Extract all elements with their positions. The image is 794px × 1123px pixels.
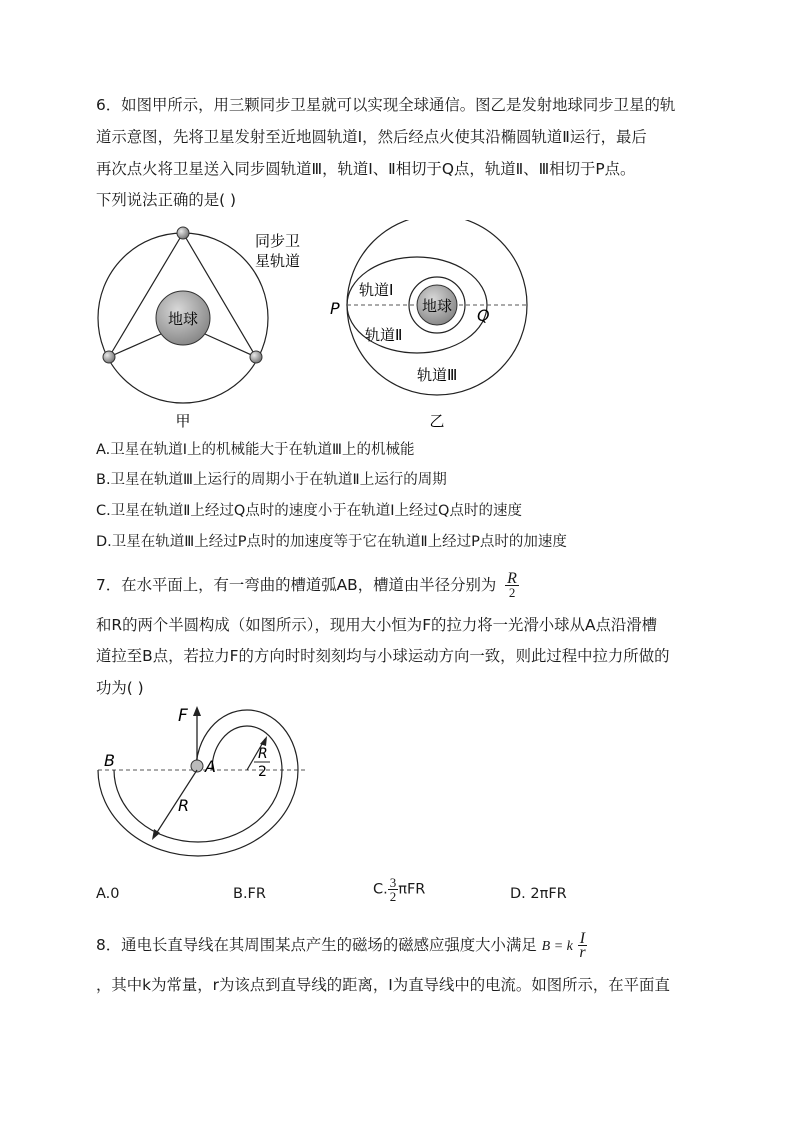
figure-jia [90, 220, 320, 439]
orbit2-label: 轨道Ⅱ [365, 326, 403, 344]
label-R: R [178, 796, 190, 815]
q7-option-b: B.FR [233, 886, 266, 902]
groove-large-inner [114, 770, 282, 842]
satellite-right [250, 351, 262, 363]
sync-orbit-label-2: 星轨道 [255, 252, 301, 270]
q8-line-1-text: 8．通电长直导线在其周围某点产生的磁场的磁感应强度大小满足 [96, 936, 537, 954]
q8-line-1 [96, 932, 587, 959]
label-B: B [104, 751, 115, 770]
q8-formula-fraction [578, 932, 587, 959]
orbit3-label: 轨道Ⅲ [417, 366, 458, 384]
satellite-top [177, 227, 189, 239]
groove-small-inner [212, 726, 282, 770]
figure-q7 [90, 700, 320, 869]
groove-large-outer [98, 770, 298, 856]
q7-frac-den: 2 [508, 585, 516, 600]
q7-line-4: 功为( ) [96, 679, 144, 697]
earth-yi-label: 地球 [421, 297, 453, 315]
sync-orbit-label-1: 同步卫 [255, 232, 301, 250]
q7-option-d: D. 2πFR [510, 886, 567, 902]
q6-option-a: A.卫星在轨道Ⅰ上的机械能大于在轨道Ⅲ上的机械能 [96, 442, 415, 458]
q6-line-1: 6．如图甲所示，用三颗同步卫星就可以实现全球通信。图乙是发射地球同步卫星的轨 [96, 96, 676, 114]
q7-line-2: 和R的两个半圆构成（如图所示），现用大小恒为F的拉力将一光滑小球从A点沿滑槽 [96, 616, 658, 634]
q6-option-d: D.卫星在轨道Ⅲ上经过P点时的加速度等于它在轨道Ⅱ上经过P点时的加速度 [96, 534, 567, 550]
figure-yi [320, 220, 550, 439]
q7-option-c-num: 3 [389, 875, 397, 890]
q7-line-1 [96, 572, 519, 599]
q6-line-4: 下列说法正确的是( ) [96, 191, 237, 209]
q8-line-2: ，其中k为常量，r为该点到直导线的距离，I为直导线中的电流。如图所示，在平面直 [96, 976, 670, 994]
point-P: P [330, 299, 340, 318]
q7-option-c-suffix: πFR [398, 881, 426, 898]
q6-line-3: 再次点火将卫星送入同步圆轨道Ⅲ，轨道Ⅰ、Ⅱ相切于Q点，轨道Ⅱ、Ⅲ相切于P点。 [96, 160, 636, 178]
label-R2-den: 2 [258, 764, 267, 780]
label-A: A [205, 757, 216, 776]
q7-frac-num: R [507, 570, 517, 587]
q8-formula-den: r [579, 944, 586, 961]
orbit1-label: 轨道Ⅰ [359, 281, 394, 299]
satellite-left [103, 351, 115, 363]
caption-jia: 甲 [175, 412, 191, 430]
label-F: F [178, 706, 188, 726]
q6-option-b: B.卫星在轨道Ⅲ上运行的周期小于在轨道Ⅱ上运行的周期 [96, 472, 447, 488]
q7-line-3: 道拉至B点，若拉力F的方向时时刻刻均与小球运动方向一致，则此过程中拉力所做的 [96, 647, 670, 665]
q7-option-c-den: 2 [389, 889, 397, 904]
q7-option-c-fraction [388, 876, 399, 903]
q7-fraction-r-over-2 [505, 572, 519, 599]
earth-jia-label: 地球 [167, 310, 199, 328]
q8-formula-num: I [579, 930, 586, 947]
q7-option-a: A.0 [96, 886, 120, 902]
q7-option-c [373, 876, 425, 903]
label-R2-num: R [258, 746, 268, 762]
q7-line-1-text: 7．在水平面上，有一弯曲的槽道弧AB，槽道由半径分别为 [96, 576, 497, 594]
caption-yi: 乙 [429, 412, 445, 430]
q8-formula-lhs: B = k [541, 939, 573, 954]
point-Q: Q [477, 306, 490, 325]
q7-option-c-prefix: C. [373, 881, 388, 898]
q6-option-c: C.卫星在轨道Ⅱ上经过Q点时的速度小于在轨道Ⅰ上经过Q点时的速度 [96, 503, 522, 519]
q6-line-2: 道示意图，先将卫星发射至近地圆轨道Ⅰ，然后经点火使其沿椭圆轨道Ⅱ运行，最后 [96, 128, 647, 146]
